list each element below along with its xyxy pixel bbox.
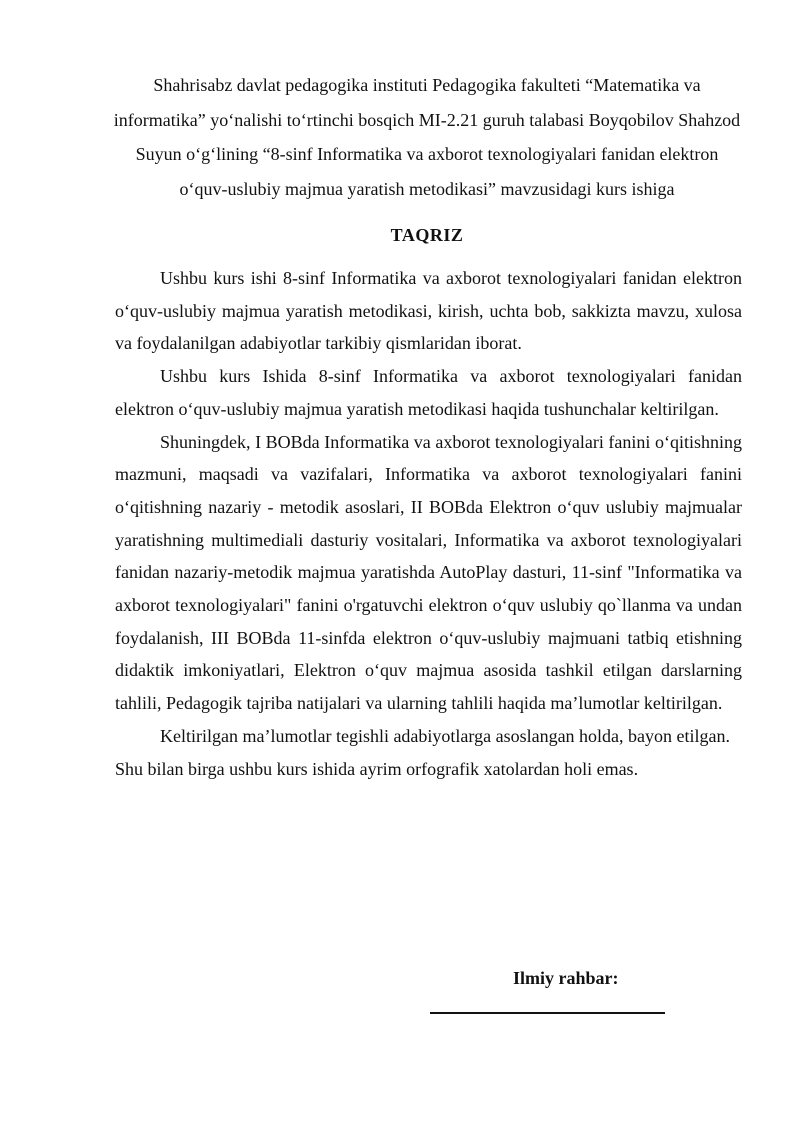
body-paragraph: Shuningdek, I BOBda Informatika va axborot texnologiyalari fanini o‘qitishning mazmuni, maqsadi va vazifalari, Informatika va axborot texnologiyalari fanini o‘qitishning nazariy - metodik asoslari, II BOBda Elektron o‘quv uslubiy majmualar yaratishning multimediali dasturiy vositalari, Informatika va axborot texnologiyalari fanidan nazariy-metodik majmua yaratishda AutoPlay dasturi, 11-sinf "Informatika va axborot texnologiyalari" fanini o'rgatuvchi elektron o‘quv uslubiy qo`llanma va undan foydalanish, III BOBda 11-sinfda elektron o‘quv-uslubiy majmuani tatbiq etishning didaktik imkoniyatlari, Elektron o‘quv majmua asosida tashkil etilgan darslarning tahlili, Pedagogik tajriba natijalari va ularning tahlili haqida ma’lumotlar keltirilgan. [115, 431, 742, 714]
signature-line [430, 1012, 665, 1014]
document-header: Shahrisabz davlat pedagogika instituti Pedagogika fakulteti “Matematika va informatika” yo‘nalishi to‘rtinchi bosqich MI-2.21 guruh talabasi Boyqobilov Shahzod Suyun o‘g‘lining “8-sinf Informatika va axborot texnologiyalari fanidan elektron o‘quv-uslubiy majmua yaratish metodikasi” mavzusidagi kurs ishiga [113, 75, 741, 199]
document-body [115, 262, 742, 785]
body-paragraph: Ushbu kurs ishi 8-sinf Informatika va axborot texnologiyalari fanidan elektron o‘quv-uslubiy majmua yaratish metodikasi, kirish, uchta bob, sakkizta mavzu, xulosa va foydalanilgan adabiyotlar tarkibiy qismlaridan iborat. [115, 268, 742, 354]
document-title: TAQRIZ [390, 225, 464, 245]
signature-label: Ilmiy rahbar: [513, 968, 619, 988]
body-paragraph: Ushbu kurs Ishida 8-sinf Informatika va axborot texnologiyalari fanidan elektron o‘quv-uslubiy majmua yaratish metodikasi haqida tushunchalar keltirilgan. [115, 366, 742, 419]
body-paragraph: Keltirilgan ma’lumotlar tegishli adabiyotlarga asoslangan holda, bayon etilgan. Shu bilan birga ushbu kurs ishida ayrim orfografik xatolardan holi emas. [115, 725, 731, 779]
